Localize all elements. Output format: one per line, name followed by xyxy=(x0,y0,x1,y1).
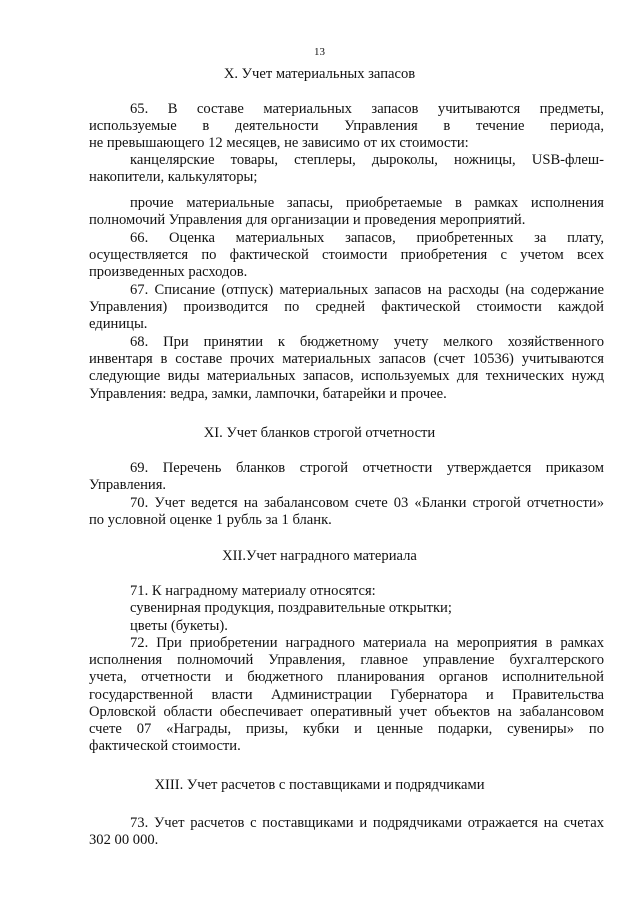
paragraph-line: осуществляется по фактической стоимости приобретения с учетом всех xyxy=(89,247,604,263)
section-heading-xi: XI. Учет бланков строгой отчетности xyxy=(203,425,436,441)
paragraph-line: 65. В составе материальных запасов учитываются предметы, xyxy=(130,101,604,117)
paragraph-line: сувенирная продукция, поздравительные открытки; xyxy=(130,600,452,616)
paragraph-line: не превышающего 12 месяцев, не зависимо от их стоимости: xyxy=(89,135,469,151)
paragraph-line: 69. Перечень бланков строгой отчетности утверждается приказом xyxy=(130,460,604,476)
paragraph-line: произведенных расходов. xyxy=(89,264,248,280)
paragraph-line: по условной оценке 1 рубль за 1 бланк. xyxy=(89,512,332,528)
paragraph-line: цветы (букеты). xyxy=(130,618,228,634)
paragraph-line: полномочий Управления для организации и проведения мероприятий. xyxy=(89,212,526,228)
paragraph-line: фактической стоимости. xyxy=(89,738,241,754)
paragraph-line: Управления. xyxy=(89,477,167,493)
paragraph-line: канцелярские товары, степлеры, дыроколы, ножницы, USB-флеш- xyxy=(130,152,604,168)
paragraph-line: Управления) производится по средней фактической стоимости каждой xyxy=(89,299,604,315)
paragraph-line: 67. Списание (отпуск) материальных запасов на расходы (на содержание xyxy=(130,282,604,298)
paragraph-line: исполнения полномочий Управления, главное управление бухгалтерского xyxy=(89,652,604,668)
paragraph-line: единицы. xyxy=(89,316,148,332)
paragraph-line: прочие материальные запасы, приобретаемые в рамках исполнения xyxy=(130,195,604,211)
paragraph-line: 72. При приобретении наградного материала на мероприятия в рамках xyxy=(130,635,604,651)
paragraph-line: счете 07 «Награды, призы, кубки и ценные подарки, сувениры» по xyxy=(89,721,604,737)
paragraph-line: Орловской области обеспечивает оперативный учет объектов на забалансовом xyxy=(89,704,604,720)
paragraph-line: государственной власти Администрации Губернатора и Правительства xyxy=(89,687,604,703)
paragraph-line: 70. Учет ведется на забалансовом счете 03 «Бланки строгой отчетности» xyxy=(130,495,604,511)
paragraph-line: 71. К наградному материалу относятся: xyxy=(130,583,376,599)
section-heading-xiii: XIII. Учет расчетов с поставщиками и подрядчиками xyxy=(154,777,485,793)
paragraph-line: используемые в деятельности Управления в течение периода, xyxy=(89,118,604,134)
section-heading-x: X. Учет материальных запасов xyxy=(223,66,416,82)
paragraph-line: 73. Учет расчетов с поставщиками и подрядчиками отражается на счетах xyxy=(130,815,604,831)
section-heading-xii: XII.Учет наградного материала xyxy=(222,548,417,564)
paragraph-line: накопители, калькуляторы; xyxy=(89,169,258,185)
paragraph-line: Управления: ведра, замки, лампочки, батарейки и прочее. xyxy=(89,386,447,402)
paragraph-line: 66. Оценка материальных запасов, приобретенных за плату, xyxy=(130,230,604,246)
paragraph-line: следующие виды материальных запасов, используемых для технических нужд xyxy=(89,368,604,384)
paragraph-line: 68. При принятии к бюджетному учету мелкого хозяйственного xyxy=(130,334,604,350)
paragraph-line: инвентаря в составе прочих материальных запасов (счет 10536) учитываются xyxy=(89,351,604,367)
paragraph-line: учета, отчетности и бюджетного планирования органов исполнительной xyxy=(89,669,604,685)
paragraph-line: 302 00 000. xyxy=(89,832,159,848)
page-number: 13 xyxy=(314,46,325,58)
